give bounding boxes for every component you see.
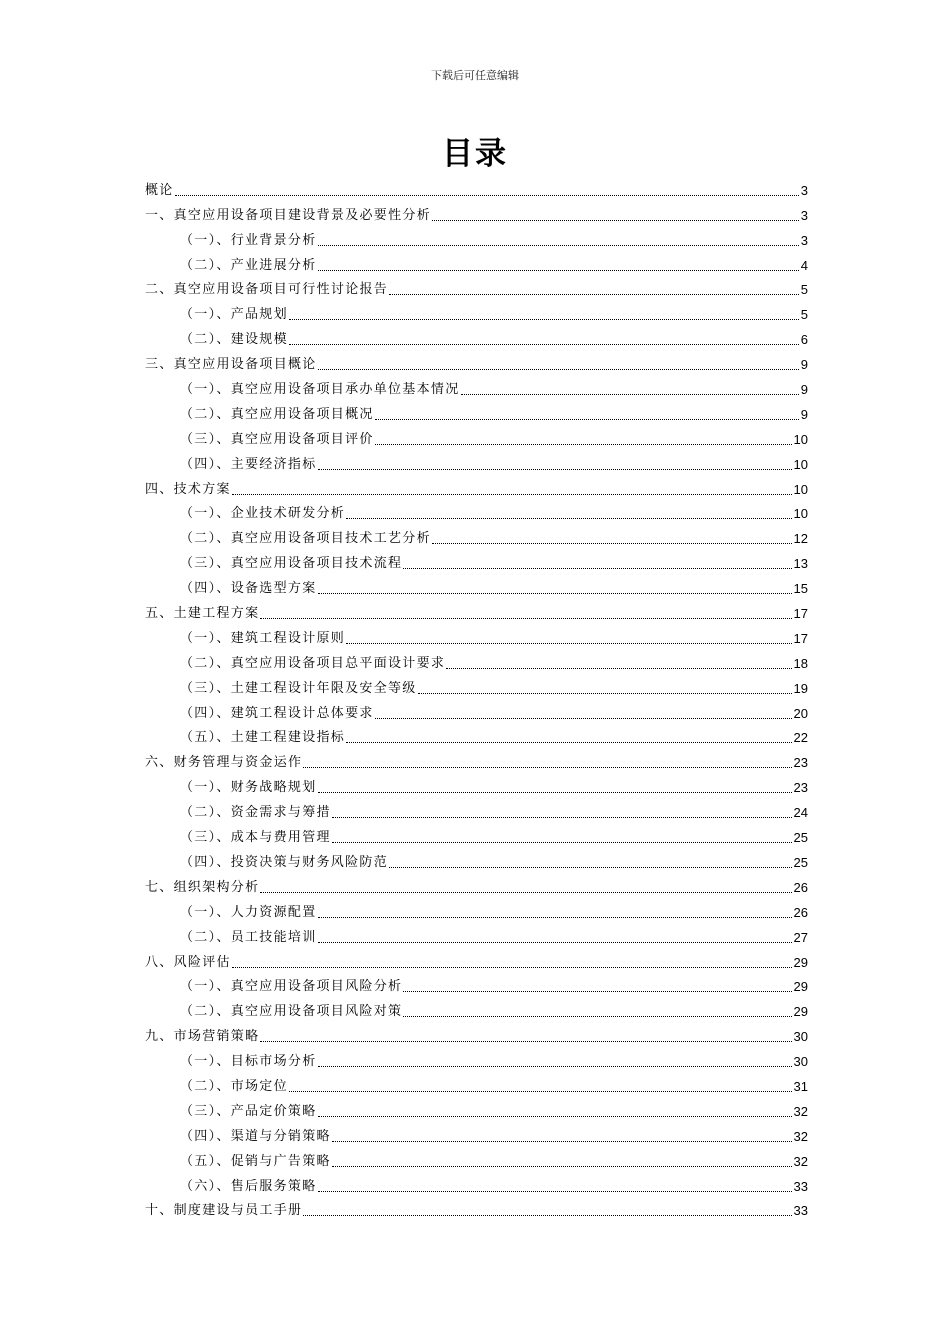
toc-dot-leader	[332, 1141, 792, 1142]
toc-dot-leader	[318, 792, 792, 793]
toc-entry-text: 十、制度建设与员工手册	[145, 1203, 303, 1219]
toc-entry[interactable]	[145, 997, 808, 1022]
toc-entry-text: （二）、员工技能培训	[180, 929, 317, 945]
toc-entry-text: 概论	[145, 182, 174, 198]
toc-entry[interactable]	[145, 599, 808, 624]
toc-entry-text: （二）、真空应用设备项目总平面设计要求	[180, 655, 446, 671]
toc-entry[interactable]	[145, 475, 808, 500]
toc-page-number: 33	[793, 1203, 808, 1219]
toc-dot-leader	[260, 1041, 791, 1042]
toc-entry-text: （一）、财务战略规划	[180, 780, 317, 796]
toc-dot-leader	[318, 942, 792, 943]
toc-entry-text: （四）、建筑工程设计总体要求	[180, 705, 374, 721]
toc-dot-leader	[260, 618, 791, 619]
toc-entry[interactable]	[145, 674, 808, 699]
toc-page-number: 9	[800, 406, 808, 422]
toc-page-number: 10	[793, 431, 808, 447]
toc-entry[interactable]	[145, 624, 808, 649]
toc-entry-text: （五）、促销与广告策略	[180, 1153, 331, 1169]
toc-entry[interactable]	[145, 748, 808, 773]
toc-entry[interactable]	[145, 649, 808, 674]
toc-entry[interactable]	[145, 325, 808, 350]
toc-page-number: 10	[793, 506, 808, 522]
toc-entry-text: （一）、行业背景分析	[180, 232, 317, 248]
toc-entry-text: 九、市场营销策略	[145, 1029, 260, 1045]
toc-entry-text: 五、土建工程方案	[145, 606, 260, 622]
toc-entry[interactable]	[145, 574, 808, 599]
toc-dot-leader	[318, 270, 799, 271]
toc-entry[interactable]	[145, 798, 808, 823]
toc-page-number: 29	[793, 1004, 808, 1020]
toc-title: 目录	[442, 136, 508, 172]
toc-entry[interactable]	[145, 201, 808, 226]
toc-dot-leader	[389, 867, 792, 868]
toc-dot-leader	[432, 220, 799, 221]
toc-page-number: 5	[800, 307, 808, 323]
toc-dot-leader	[332, 842, 792, 843]
toc-entry-text: （四）、渠道与分销策略	[180, 1128, 331, 1144]
toc-dot-leader	[318, 593, 792, 594]
toc-dot-leader	[346, 742, 791, 743]
toc-entry-text: （一）、人力资源配置	[180, 904, 317, 920]
toc-entry[interactable]	[145, 549, 808, 574]
toc-dot-leader	[461, 394, 799, 395]
toc-entry[interactable]	[145, 350, 808, 375]
toc-entry-text: （四）、设备选型方案	[180, 581, 317, 597]
toc-page-number: 32	[793, 1128, 808, 1144]
toc-entry-text: 一、真空应用设备项目建设背景及必要性分析	[145, 207, 432, 223]
toc-dot-leader	[260, 892, 791, 893]
toc-page-number: 12	[793, 531, 808, 547]
toc-dot-leader	[418, 693, 792, 694]
toc-entry[interactable]	[145, 1072, 808, 1097]
toc-entry-text: （三）、成本与费用管理	[180, 830, 331, 846]
toc-dot-leader	[289, 1091, 792, 1092]
toc-page-number: 33	[793, 1178, 808, 1194]
toc-entry-text: （一）、真空应用设备项目承办单位基本情况	[180, 382, 460, 398]
toc-entry[interactable]	[145, 823, 808, 848]
toc-page-number: 25	[793, 854, 808, 870]
toc-page-number: 3	[800, 182, 808, 198]
toc-entry[interactable]	[145, 1047, 808, 1072]
toc-entry[interactable]	[145, 251, 808, 276]
toc-entry-text: （三）、土建工程设计年限及安全等级	[180, 680, 417, 696]
toc-dot-leader	[175, 195, 799, 196]
toc-entry-text: （三）、真空应用设备项目评价	[180, 431, 374, 447]
toc-entry-text: （六）、售后服务策略	[180, 1178, 317, 1194]
toc-entry-text: 四、技术方案	[145, 481, 231, 497]
toc-dot-leader	[289, 319, 799, 320]
toc-entry[interactable]	[145, 375, 808, 400]
toc-page-number: 26	[793, 904, 808, 920]
toc-page-number: 19	[793, 680, 808, 696]
toc-dot-leader	[375, 419, 799, 420]
toc-page-number: 26	[793, 879, 808, 895]
toc-entry[interactable]	[145, 898, 808, 923]
toc-dot-leader	[389, 294, 799, 295]
toc-entry[interactable]	[145, 1122, 808, 1147]
toc-dot-leader	[332, 817, 792, 818]
toc-entry[interactable]	[145, 923, 808, 948]
toc-page-number: 24	[793, 805, 808, 821]
toc-entry[interactable]	[145, 1197, 808, 1222]
toc-page-number: 9	[800, 382, 808, 398]
toc-dot-leader	[303, 1215, 791, 1216]
toc-entry[interactable]	[145, 873, 808, 898]
toc-entry-text: （三）、产品定价策略	[180, 1103, 317, 1119]
toc-page-number: 9	[800, 357, 808, 373]
toc-entry-text: （二）、建设规模	[180, 332, 288, 348]
toc-entry-text: （三）、真空应用设备项目技术流程	[180, 556, 403, 572]
toc-page-number: 23	[793, 780, 808, 796]
toc-dot-leader	[346, 518, 791, 519]
toc-entry[interactable]	[145, 773, 808, 798]
toc-page-number: 17	[793, 606, 808, 622]
toc-dot-leader	[318, 1116, 792, 1117]
toc-entry-text: 七、组织架构分析	[145, 879, 260, 895]
toc-dot-leader	[432, 543, 792, 544]
toc-dot-leader	[303, 767, 791, 768]
toc-dot-leader	[346, 643, 791, 644]
toc-entry[interactable]	[145, 524, 808, 549]
toc-entry[interactable]	[145, 276, 808, 301]
toc-page-number: 5	[800, 282, 808, 298]
toc-dot-leader	[403, 991, 791, 992]
toc-page-number: 10	[793, 481, 808, 497]
toc-dot-leader	[318, 369, 799, 370]
toc-page-number: 15	[793, 581, 808, 597]
toc-dot-leader	[446, 668, 791, 669]
toc-entry[interactable]	[145, 226, 808, 251]
toc-entry-text: （四）、投资决策与财务风险防范	[180, 854, 389, 870]
toc-dot-leader	[375, 444, 792, 445]
toc-page-number: 10	[793, 456, 808, 472]
toc-page-number: 4	[800, 257, 808, 273]
toc-entry[interactable]	[145, 724, 808, 749]
toc-page-number: 17	[793, 630, 808, 646]
toc-page-number: 31	[793, 1078, 808, 1094]
toc-page-number: 3	[800, 207, 808, 223]
toc-entry-text: （四）、主要经济指标	[180, 456, 317, 472]
toc-entry-text: （一）、企业技术研发分析	[180, 506, 346, 522]
toc-entry-text: 六、财务管理与资金运作	[145, 755, 303, 771]
toc-entry-text: （一）、产品规划	[180, 307, 288, 323]
toc-entry[interactable]	[145, 450, 808, 475]
toc-entry-text: （一）、真空应用设备项目风险分析	[180, 979, 403, 995]
toc-entry[interactable]	[145, 300, 808, 325]
toc-entry[interactable]	[145, 1022, 808, 1047]
toc-entry-text: （一）、建筑工程设计原则	[180, 630, 346, 646]
toc-entry[interactable]	[145, 699, 808, 724]
toc-entry[interactable]	[145, 176, 808, 201]
toc-page-number: 18	[793, 655, 808, 671]
toc-entry[interactable]	[145, 425, 808, 450]
toc-entry-text: （二）、市场定位	[180, 1078, 288, 1094]
toc-entry-text: 二、真空应用设备项目可行性讨论报告	[145, 282, 389, 298]
toc-dot-leader	[318, 245, 799, 246]
header-note: 下载后可任意编辑	[431, 69, 519, 82]
toc-page-number: 23	[793, 755, 808, 771]
toc-dot-leader	[318, 1066, 792, 1067]
toc-entry[interactable]	[145, 848, 808, 873]
toc-page-number: 30	[793, 1054, 808, 1070]
toc-dot-leader	[332, 1166, 792, 1167]
toc-dot-leader	[318, 917, 792, 918]
toc-page-number: 30	[793, 1029, 808, 1045]
toc-page-number: 27	[793, 929, 808, 945]
toc-entry[interactable]	[145, 500, 808, 525]
toc-page-number: 22	[793, 730, 808, 746]
toc-entry[interactable]	[145, 400, 808, 425]
toc-entry-text: （一）、目标市场分析	[180, 1054, 317, 1070]
toc-dot-leader	[289, 344, 799, 345]
toc-dot-leader	[375, 718, 792, 719]
toc-dot-leader	[403, 568, 791, 569]
toc-dot-leader	[232, 494, 792, 495]
toc-page-number: 29	[793, 979, 808, 995]
toc-entry-text: （二）、资金需求与筹措	[180, 805, 331, 821]
toc-page-number: 20	[793, 705, 808, 721]
toc-entry-text: （二）、真空应用设备项目风险对策	[180, 1004, 403, 1020]
toc-entry[interactable]	[145, 973, 808, 998]
toc-dot-leader	[318, 1191, 792, 1192]
toc-page-number: 29	[793, 954, 808, 970]
toc-page-number: 32	[793, 1103, 808, 1119]
toc-dot-leader	[232, 967, 792, 968]
toc-dot-leader	[403, 1016, 791, 1017]
toc-entry-text: 八、风险评估	[145, 954, 231, 970]
toc-page-number: 32	[793, 1153, 808, 1169]
toc-page-number: 3	[800, 232, 808, 248]
toc-entry-text: （五）、土建工程建设指标	[180, 730, 346, 746]
table-of-contents	[145, 176, 808, 1221]
toc-entry-text: （二）、真空应用设备项目技术工艺分析	[180, 531, 431, 547]
toc-entry[interactable]	[145, 1147, 808, 1172]
toc-entry[interactable]	[145, 1097, 808, 1122]
toc-entry-text: （二）、产业进展分析	[180, 257, 317, 273]
toc-entry[interactable]	[145, 948, 808, 973]
toc-entry-text: 三、真空应用设备项目概论	[145, 357, 317, 373]
toc-entry[interactable]	[145, 1172, 808, 1197]
toc-page-number: 6	[800, 332, 808, 348]
toc-page-number: 25	[793, 830, 808, 846]
toc-entry-text: （二）、真空应用设备项目概况	[180, 406, 374, 422]
toc-dot-leader	[318, 469, 792, 470]
toc-page-number: 13	[793, 556, 808, 572]
